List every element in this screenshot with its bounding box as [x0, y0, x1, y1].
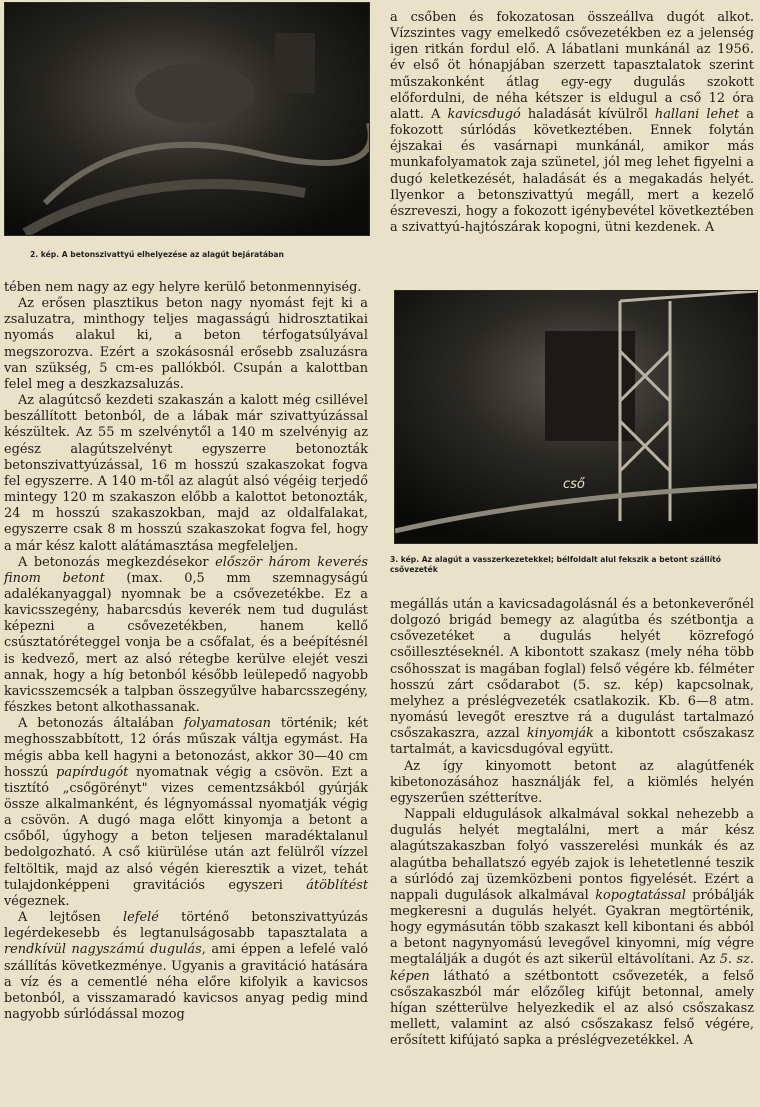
right-text-column-bottom: [390, 597, 754, 1049]
figure-2-photo: [4, 2, 370, 236]
figure-3-caption: 3. kép. Az alagút a vasszerkezetekkel; bélfoldalt alul fekszik a betont szállító csővezeték: [390, 555, 722, 574]
figure-2-caption: 2. kép. A betonszivattyú elhelyezése az alagút bejáratában: [30, 250, 284, 259]
paragraph: a csőben és fokozatosan összeállva dugót alkot. Vízszintes vagy emelkedő csővezetékben ez a jelenség igen ritkán fordul elő. A lábatlani munkánál az 1956. év első öt hónapjában szerzett tapasztalatok szerint műszakonként átlag egy-egy dugulás szokott előfordulni, de néha kétszer is eldugul a cső 12 óra alatt. A kavicsdugó haladását kívülről hallani lehet a fokozott súrlódás következtében. Ennek folytán éjszakai és vasárnapi munkánál, amikor más munkafolyamatok zaja szünetel, jól meg lehet figyelni a dugó keletkezését, haladását és a megakadás helyét. Ilyenkor a betonszivattyú megáll, mert a kezelő észreveszi, hogy a fokozott igénybevétel következtében a szivattyú-hajtószárak kopogni, ütni kezdenek. A: [390, 10, 754, 236]
paragraph: megállás után a kavicsadagolásnál és a betonkeverőnél dolgozó brigád bemegy az alagútba és szétbontja a csővezetéket a dugulás helyét közrefogó csőillesztéseknél. A kibontott szakasz (mely néha több csőhosszat is magában foglal) felső végére kb. félméter hosszú zárt csődarabot (5. sz. kép) kapcsolnak, melyhez a préslégvezeték csatlakozik. Kb. 6—8 atm. nyomású levegőt eresztve rá a dugulást tartalmazó csőszakaszra, azzal kinyomják a kibontott csőszakasz tartalmát, a kavicsdugóval együtt.: [390, 597, 755, 758]
left-text-column: [4, 280, 368, 1023]
paragraph: tében nem nagy az egy helyre kerülő betonmennyiség.: [4, 280, 362, 295]
paragraph: Nappali eldugulások alkalmával sokkal nehezebb a dugulás helyét megtalálni, mert a már kész alagútszakaszban folyó vasszerelési munkák és az alagútba behallatszó egyéb zajok is lehetetlenné teszik a súrlódó zaj üzemközbeni pontos figyelését. Ezért a nappali dugulások alkalmával kopogtatással próbálják megkeresni a dugulás helyét. Gyakran megtörténik, hogy egymásután több szakaszt kell kibontani és abból a betont nagynyomású levegővel kinyomni, míg végre megtalálják a dugót és azt sikerül eltávolítani. Az 5. sz. képen látható a szétbontott csővezeték, a felső csőszakaszból már előzőleg kifújt betonnal, amely hígan szétterülve helyezkedik el az alsó csőszakasz mellett, valamint az alsó csőszakasz felső végére, erősített kifújató sapka a préslégvezetékkel. A: [390, 807, 754, 1049]
paragraph: Az erősen plasztikus beton nagy nyomást fejt ki a zsaluzatra, minthogy teljes magasságú hidrosztatikai nyomás alakul ki, a beton térfogatsúlyával megszorozva. Ezért a szokásosnál erősebb zsaluzásra van szükség, 5 cm-es pallókból. Csupán a kalottban felel meg a deszkazsaluzás.: [4, 296, 368, 392]
paragraph: Az alagútcső kezdeti szakaszán a kalott még csillével beszállított betonból, de a lábak már szivattyúzással készültek. Az 55 m szelvénytől a 140 m szelvényig az egész alagútszelvényt egyszerre betonozták betonszivattyúzással, 16 m hosszú szakaszokat fogva fel egyszerre. A 140 m-től az alagút alsó végéig terjedő mintegy 120 m szakaszon előbb a kalottot betonozták, 24 m hosszú szakaszokban, majd az oldalfalakat, egyszerre csak 8 m hosszú szakaszokat fogva fel, hogy a már kész kalott alátámasztása megfeleljen.: [4, 393, 368, 554]
right-text-column-top: [390, 10, 754, 236]
tunnel-pump-image: [5, 3, 369, 235]
figure-3-photo: [394, 290, 758, 544]
paragraph: A betonozás általában folyamatosan történik; két meghosszabbított, 12 órás műszak váltja egymást. Ha mégis abba kell hagyni a betonozást, akkor 30—40 cm hosszú papírdugót nyomatnak végig a csövön. Ezt a tisztító „csőgörényt" vizes cementzsákból gyúrják össze alkalmanként, és légnyomással nyomatják végig a csövön. A dugó maga előtt kinyomja a betont a csőből, úgyhogy a beton teljesen maradéktalanul bedolgozható. A cső kiürülése után azt felülről vízzel feltöltik, majd az alsó végén kieresztik a vizet, tehát tulajdonképpeni gravitációs egyszeri átöblítést végeznek.: [4, 716, 368, 909]
tunnel-interior-image: [395, 291, 757, 543]
pipe-label: cső: [563, 477, 585, 492]
paragraph: A lejtősen lefelé történő betonszivattyúzás legérdekesebb és legtanulságosabb tapasztalata a rendkívül nagyszámú dugulás, ami éppen a lefelé való szállítás következménye. Ugyanis a gravitáció hatására a víz és a cementlé néha előre kifolyik a kavicsos betonból, a visszamaradó kavicsos anyag pedig mind nagyobb súrlódással mozog: [4, 910, 368, 1023]
paragraph: A betonozás megkezdésekor először három keverés finom betont (max. 0,5 mm szemnagyságú adalékanyaggal) nyomnak be a csővezetékbe. Ez a kavicsszegény, habarcsdús keverék nem tud dugulást képezni a csővezetékben, hanem kellő csúsztatóréteggel vonja be a csőfalat, és a beépítésnél is kedvező, mert az alsó rétegbe kerülve elejét veszi annak, hogy a híg betonból később leülepedő nagyobb kavicsszemcsék a talpban összegyűlve habarcsszegény, fészkes betont alkothassanak.: [4, 554, 368, 716]
paragraph: Az így kinyomott betont az alagútfenék kibetonozásához használják fel, a kiömlés helyén egyszerűen szétterítve.: [390, 758, 754, 806]
